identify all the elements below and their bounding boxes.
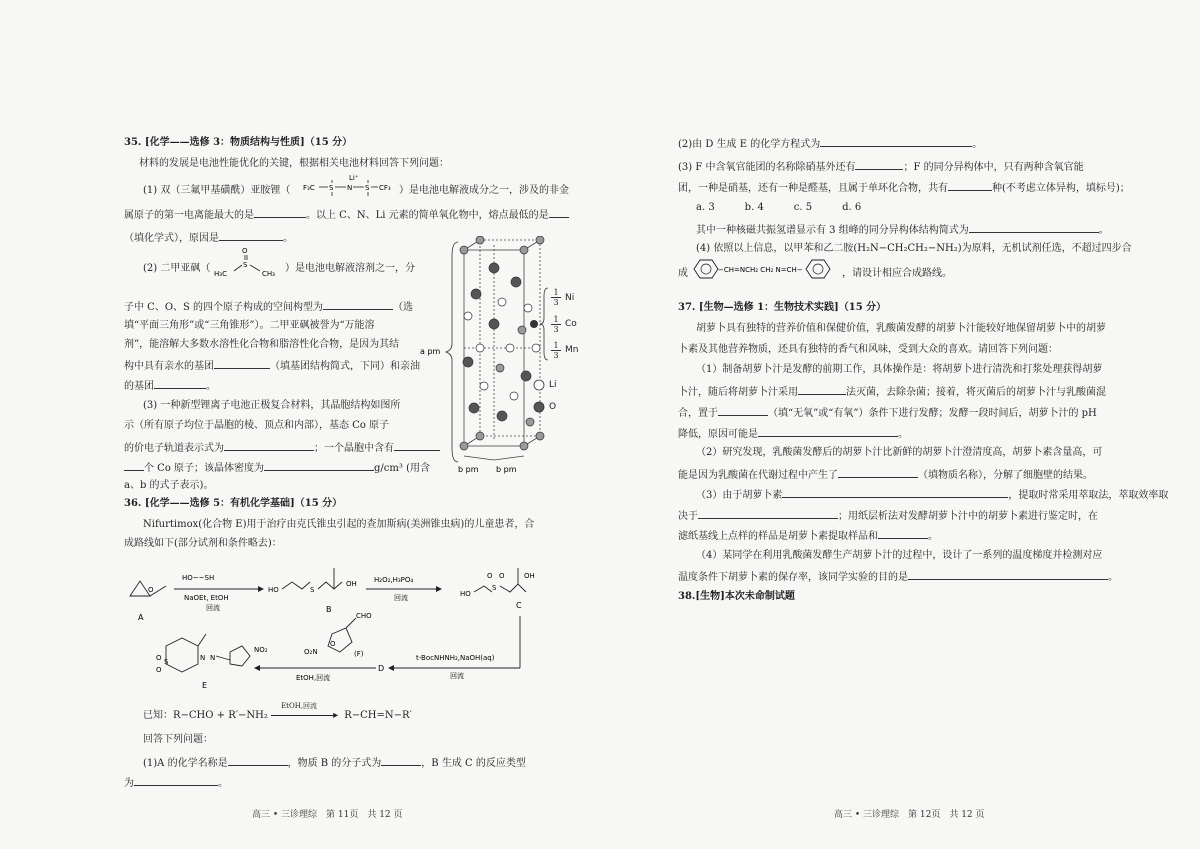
q37-a2b: 法灭菌，去除杂菌；接着，将灭菌后的胡萝卜汁与乳酸菌混	[846, 387, 1106, 398]
answer-blank[interactable]	[154, 378, 206, 389]
e-n2: N	[210, 654, 216, 662]
q37-title: 37. [生物—选修 1：生物技术实践]（15 分）	[678, 302, 887, 313]
q35-p1a: (1) 双（三氟甲基磺酰）亚胺锂（	[143, 185, 291, 196]
answer-blank[interactable]	[228, 755, 288, 766]
q37-d2b: 。	[1108, 572, 1118, 583]
e-o1: O	[156, 654, 162, 662]
dmso-structure	[212, 244, 284, 280]
legend-li-label: Li	[549, 380, 557, 390]
q37-a4	[678, 426, 908, 441]
atom-metal	[536, 432, 544, 440]
litfsi-structure	[301, 172, 399, 198]
q35-p3f: g/cm³ (用含	[374, 463, 430, 474]
q36-q2	[678, 136, 982, 151]
q36-q3b: ；F 的同分异构体中，只有两种含氧官能	[903, 162, 1084, 173]
q35-p2b: ）是电池电解液溶剂之一，分	[285, 263, 415, 274]
known-arrow: EtOH,回流 ▸	[271, 709, 341, 722]
dmso-ch3: CH₃	[262, 270, 275, 278]
q35-p3a: (3) 一种新型锂离子电池正极复合材料，其晶胞结构如图所	[143, 400, 401, 411]
q37-a4a: 降低，原因可能是	[678, 429, 758, 440]
atom-metal	[520, 442, 528, 450]
b-ho: HO	[268, 586, 279, 594]
atom-li	[510, 392, 518, 400]
q36-q2b: 。	[972, 139, 983, 150]
litfsi-s1: S	[329, 184, 334, 192]
q36-q3f: 。	[1098, 225, 1109, 236]
atom-oxygen	[521, 371, 531, 381]
litfsi-f3c: F₃C	[303, 184, 315, 192]
atom-metal	[526, 418, 534, 426]
q36-q1b: ，物质 B 的分子式为	[287, 758, 382, 769]
atom-oxygen	[489, 263, 499, 273]
legend-ni-label: Ni	[565, 293, 575, 303]
q35-p1-line2	[124, 207, 569, 222]
q36-q1-line1	[143, 755, 526, 770]
q35-p3e: 个 Co 原子；该晶体密度为	[144, 463, 265, 474]
q37-p2: 卜素及其他营养物质，还具有独特的香气和风味，受到大众的喜欢。请回答下列问题：	[678, 344, 1058, 355]
f-o2n: O₂N	[304, 648, 318, 656]
q37-c1	[696, 487, 1168, 502]
atom-oxygen	[511, 277, 521, 287]
q35-p2g: 构中具有亲水的基团	[124, 361, 214, 372]
right-footer: 高三 • 三诊理综 第 12页 共 12 页	[834, 810, 985, 820]
q37-b2a: 能是因为乳酸菌在代谢过程中产生了	[678, 470, 838, 481]
q37-c2a: 决于	[678, 511, 698, 522]
q35-p1b: ）是电池电解液成分之一，涉及的非金	[399, 185, 569, 196]
atom-li	[480, 382, 488, 390]
q36-q3-line4	[696, 222, 1109, 237]
b-dimension-label-1: b pm	[458, 465, 479, 474]
answer-blank[interactable]	[224, 440, 314, 451]
atom-oxygen	[497, 411, 507, 421]
q36-q3-line1	[678, 159, 1084, 174]
b-dimension-label-2: b pm	[496, 465, 517, 474]
b-oh: OH	[346, 580, 357, 588]
q36-q1c: ，B 生成 C 的反应类型	[421, 758, 526, 769]
legend-o-symbol	[534, 402, 544, 412]
q36-q3c: 团，一种是硝基，还有一种是醛基，且属于单环化合物，共有	[678, 183, 948, 194]
q36-intro-line1: Nifurtimox(化合物 E)用于治疗由克氏锥虫引起的查加斯病(美洲锥虫病)的儿童患者，合	[143, 519, 535, 530]
legend-co-label: Co	[565, 319, 577, 329]
q35-intro: 材料的发展是电池性能优化的关键，根据相关电池材料回答下列问题：	[139, 158, 449, 169]
legend-li-symbol	[534, 380, 544, 390]
q37-c1b: ，提取时常采用萃取法，萃取效率取	[1008, 490, 1169, 501]
known-reaction	[143, 702, 412, 722]
condition-1b: 回流	[206, 604, 220, 612]
q36-q1-line2	[124, 775, 228, 790]
b-s: S	[310, 586, 315, 594]
condition-1a: NaOEt, EtOH	[184, 594, 229, 602]
q37-b2b: （填物质名称），分解了细胞壁的结果。	[918, 470, 1093, 481]
q35-p2d: （选	[393, 302, 414, 313]
legend-o-label: O	[549, 402, 557, 412]
condition-3: 回流	[450, 672, 464, 680]
q36-title: 36. [化学——选修 5：有机化学基础]（15 分）	[124, 498, 343, 509]
dmso-o: O	[242, 247, 248, 255]
answer-blank[interactable]	[718, 405, 768, 416]
epoxide-o: O	[148, 586, 154, 594]
q35-p2-line5	[124, 358, 420, 373]
atom-metal	[460, 246, 468, 254]
q36-intro-line2: 成路线如下(部分试剂和条件略去)：	[124, 538, 282, 549]
q35-p2h: （填基团结构简式，下同）和亲油	[270, 361, 420, 372]
dmso-h3c: H₃C	[214, 270, 227, 278]
crystal-cell-figure	[418, 236, 598, 476]
q36-q3-line2	[678, 180, 1130, 195]
target-molecule	[690, 256, 840, 282]
answer-blank[interactable]	[254, 207, 306, 218]
q37-c1a: （3）由于胡萝卜素	[696, 490, 783, 501]
q36-q3-options: a. 3 b. 4 c. 5 d. 6	[696, 202, 862, 213]
atom-oxygen	[489, 319, 499, 329]
known-condition: EtOH,回流	[281, 702, 318, 710]
label-e: E	[202, 681, 208, 690]
atom-metal	[496, 364, 504, 372]
atom-li	[464, 312, 472, 320]
q36-q4b: 成	[678, 268, 688, 279]
q35-p3d: ；一个晶胞中含有	[314, 443, 394, 454]
answer-blank[interactable]	[878, 528, 928, 539]
q36-q4-line1: (4) 依照以上信息，以甲苯和乙二胺(H₂N−CH₂CH₂−NH₂)为原料，无机试剂任选，不超过四步合	[696, 243, 1132, 254]
answer-blank[interactable]	[908, 569, 1108, 580]
label-b: B	[326, 605, 332, 614]
q37-c3a: 滤纸基线上点样的样品是胡萝卜素提取样品和	[678, 531, 878, 542]
q36-q3a: (3) F 中含氧官能团的名称除硝基外还有	[678, 162, 856, 173]
q35-p3c: 的价电子轨道表示式为	[124, 443, 224, 454]
answer-blank[interactable]	[838, 467, 918, 478]
reagent-3: t-BocNHNH₂,NaOH(aq)	[416, 654, 495, 662]
known-rhs: R−CH=N−R′	[344, 710, 412, 721]
q36-ask: 回答下列问题：	[143, 734, 213, 745]
q37-c2b: ；用纸层析法对发酵胡萝卜汁中的胡萝卜素进行鉴定时，在	[838, 511, 1098, 522]
answer-blank[interactable]	[219, 230, 283, 241]
legend-mn-label: Mn	[565, 345, 579, 355]
q35-p2-line6	[124, 378, 216, 393]
legend-frac-co: $\frac{1}{3}$	[551, 315, 561, 334]
e-s: S	[164, 658, 169, 666]
answer-blank[interactable]	[381, 755, 421, 766]
dmso-s: S	[243, 261, 248, 269]
litfsi-s2: S	[365, 184, 370, 192]
q38-note: 38.[生物]本次未命制试题	[678, 591, 795, 602]
q36-q3e: 其中一种核磁共振氢谱显示有 3 组峰的同分异构体结构简式为	[696, 225, 969, 236]
q35-p1d: 。以上 C、N、Li 元素的简单氧化物中，熔点最低的是	[306, 210, 549, 221]
q36-q1d: 为	[124, 778, 134, 789]
q37-a2	[678, 384, 1106, 399]
f-label: (F)	[354, 650, 364, 658]
litfsi-cf3: CF₃	[379, 184, 391, 192]
label-d: D	[378, 664, 385, 673]
q35-p2c: 子中 C、O、S 的四个原子构成的空间构型为	[124, 302, 324, 313]
q37-a3	[678, 405, 1097, 420]
litfsi-li: Li⁺	[349, 174, 359, 182]
atom-metal	[476, 236, 484, 244]
c-ho: HO	[460, 590, 471, 598]
q35-p3-line4	[124, 460, 430, 475]
answer-blank[interactable]	[820, 136, 972, 147]
c-s: S	[492, 584, 497, 592]
label-a: A	[138, 613, 144, 622]
q37-a2a: 卜汁，随后将胡萝卜汁采用	[678, 387, 798, 398]
atom-li	[476, 344, 484, 352]
reagent-2: H₂O₂,H₃PO₄	[374, 576, 414, 584]
legend-metal-symbol	[530, 320, 538, 328]
q35-p3-line3	[124, 440, 440, 455]
q35-p3b: 示（所有原子均位于晶胞的棱、顶点和内部），基态 Co 原子	[124, 420, 390, 431]
right-page	[600, 0, 1200, 849]
answer-blank[interactable]	[798, 384, 846, 395]
q35-p2a: (2) 二甲亚砜（	[143, 263, 211, 274]
answer-blank[interactable]	[969, 222, 1099, 233]
condition-4: EtOH,回流	[296, 674, 331, 682]
atom-li	[498, 298, 506, 306]
q37-d2	[678, 569, 1118, 584]
q36-q1a: (1)A 的化学名称是	[143, 758, 228, 769]
q35-p3g: a、b 的式子表示)。	[124, 480, 214, 491]
answer-blank[interactable]	[549, 207, 569, 218]
q37-b2	[678, 467, 1093, 482]
atom-metal	[476, 432, 484, 440]
q37-a4b: 。	[898, 429, 908, 440]
answer-blank[interactable]	[124, 460, 144, 471]
q37-c3	[678, 528, 938, 543]
answer-blank[interactable]	[698, 508, 838, 519]
answer-blank[interactable]	[758, 426, 898, 437]
q35-p2j: 。	[206, 381, 216, 392]
q37-a3b: （填“无氧”或“有氧”）条件下进行发酵；发酵一段时间后，胡萝卜汁的 pH	[768, 408, 1097, 419]
q35-p1f: 。	[283, 233, 293, 244]
q37-d1: （4）某同学在利用乳酸菌发酵生产胡萝卜汁的过程中，设计了一系列的温度梯度并检测对应	[696, 550, 1103, 561]
q35-p2-line2	[124, 299, 413, 314]
atom-li	[524, 304, 532, 312]
q35-p1c: 属原子的第一电离能最大的是	[124, 210, 254, 221]
legend-frac-mn: $\frac{1}{3}$	[551, 341, 561, 360]
atom-oxygen	[469, 403, 479, 413]
q36-q2a: (2)由 D 生成 E 的化学方程式为	[678, 139, 821, 150]
q37-p1: 胡萝卜具有独特的营养价值和保健价值，乳酸菌发酵的胡萝卜汁能较好地保留胡萝卜中的胡萝	[696, 323, 1106, 334]
e-o2: O	[156, 666, 162, 674]
atom-oxygen	[471, 289, 481, 299]
q37-c2	[678, 508, 1098, 523]
f-cho: CHO	[356, 612, 372, 620]
c-o1: O	[487, 572, 493, 580]
answer-blank[interactable]	[323, 299, 393, 310]
q36-q4-line2	[678, 267, 688, 280]
q37-a1: （1）制备胡萝卜汁是发酵的前期工作，具体操作是：将胡萝卜进行清洗和打浆处理获得胡萝	[696, 364, 1103, 375]
e-no2: NO₂	[254, 646, 268, 654]
legend-frac-ni: $\frac{1}{3}$	[551, 288, 561, 307]
q35-p1-line3	[124, 230, 293, 245]
condition-2: 回流	[394, 594, 408, 602]
q35-p2f: 剂”，能溶解大多数水溶性化合物和脂溶性化合物，是因为其结	[124, 339, 400, 350]
label-c: C	[516, 601, 522, 610]
answer-blank[interactable]	[948, 180, 992, 191]
litfsi-n: N	[347, 184, 353, 192]
answer-blank[interactable]	[855, 159, 903, 170]
q35-p2e: 填“平面三角形”或“三角锥形”）。二甲亚砜被誉为“万能溶	[124, 320, 375, 331]
known-lhs: 已知：R−CHO + R′−NH₂	[143, 710, 268, 721]
q37-b1: （2）研究发现，乳酸菌发酵后的胡萝卜汁比新鲜的胡萝卜汁澄清度高，胡萝卜素含量高，可	[696, 447, 1103, 458]
left-footer: 高三 • 三诊理综 第 11页 共 12 页	[252, 810, 403, 820]
q37-d2a: 温度条件下胡萝卜素的保存率，该同学实验的目的是	[678, 572, 908, 583]
e-n1: N	[200, 654, 206, 662]
answer-blank[interactable]	[782, 487, 1008, 498]
atom-li	[532, 344, 540, 352]
q35-p2i: 的基团	[124, 381, 154, 392]
synthesis-scheme	[120, 556, 540, 720]
answer-blank[interactable]	[134, 775, 218, 786]
c-o2: O	[499, 572, 505, 580]
q36-q1e: 。	[218, 778, 228, 789]
q36-q3d: 种(不考虑立体异构，填标号)；	[992, 183, 1130, 194]
c-oh: OH	[524, 572, 535, 580]
atom-metal	[520, 246, 528, 254]
a-dimension-label: a pm	[420, 347, 441, 356]
q37-a3a: 合，置于	[678, 408, 718, 419]
f-o: O	[330, 640, 336, 648]
atom-metal	[518, 326, 526, 334]
atom-metal	[460, 442, 468, 450]
answer-blank[interactable]	[214, 358, 270, 369]
q36-q4c: ，请设计相应合成路线。	[842, 268, 952, 279]
atom-metal	[536, 236, 544, 244]
q35-title: 35. [化学——选修 3：物质结构与性质]（15 分）	[124, 137, 353, 148]
atom-li	[506, 344, 514, 352]
answer-blank[interactable]	[264, 460, 374, 471]
q35-p1e: （填化学式），原因是	[124, 233, 219, 244]
atom-oxygen	[463, 357, 473, 367]
reagent-1: HO~~SH	[182, 574, 215, 582]
target-linker: −CH=NCH₂ CH₂ N=CH−	[718, 266, 803, 274]
q37-c3b: 。	[928, 531, 938, 542]
